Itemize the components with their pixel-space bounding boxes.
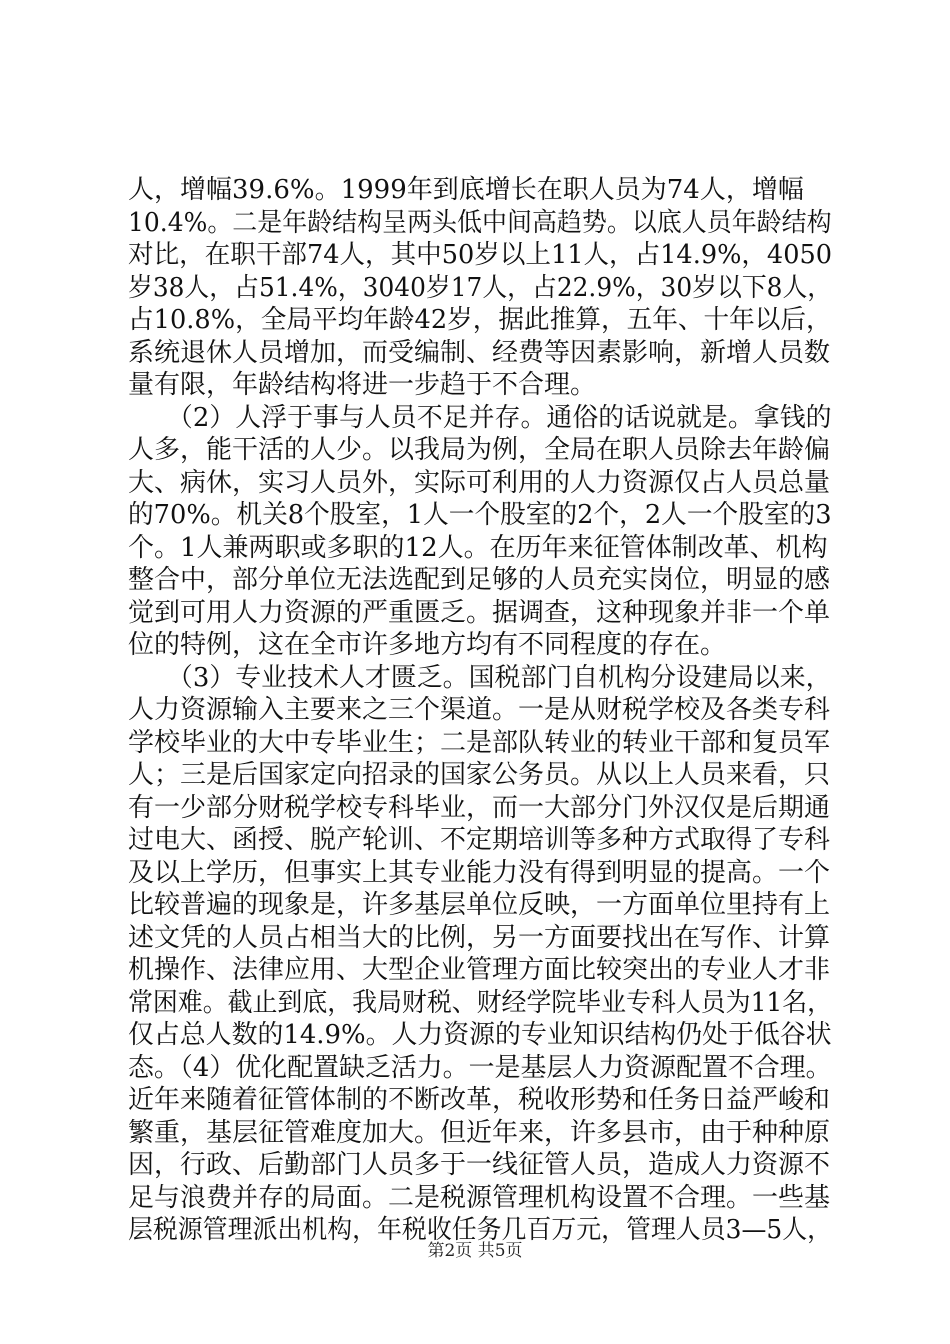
text-line: 系统退休人员增加，而受编制、经费等因素影响，新增人员数: [128, 337, 831, 368]
text-line: 位的特例，这在全市许多地方均有不同程度的存在。: [128, 630, 727, 660]
page-footer: 第2页 共5页: [427, 1241, 523, 1261]
text-line: 人；三是后国家定向招录的国家公务员。从以上人员来看，只: [128, 760, 831, 790]
text-line: 比较普遍的现象是，许多基层单位反映，一方面单位里持有上: [128, 890, 831, 920]
text-line: 个。1人兼两职或多职的12人。在历年来征管体制改革、机构: [128, 532, 828, 563]
text-line: 人力资源输入主要来之三个渠道。一是从财税学校及各类专科: [128, 695, 831, 725]
text-line: 觉到可用人力资源的严重匮乏。据调查，这种现象并非一个单: [128, 597, 831, 628]
text-line: 占10.8%，全局平均年龄42岁，据此推算，五年、十年以后，: [128, 305, 832, 335]
text-line: 仅占总人数的14.9%。人力资源的专业知识结构仍处于低谷状: [128, 1020, 832, 1050]
document-body: [128, 174, 832, 1247]
text-line: （3）专业技术人才匮乏。国税部门自机构分设建局以来，: [128, 662, 832, 693]
text-line: 对比，在职干部74人，其中50岁以上11人，占14.9%，4050: [128, 240, 833, 270]
text-line: 的70%。机关8个股室，1人一个股室的2个，2人一个股室的3: [128, 500, 832, 530]
text-line: 足与浪费并存的局面。二是税源管理机构设置不合理。一些基: [128, 1182, 831, 1213]
text-line: 及以上学历，但事实上其专业能力没有得到明显的提高。一个: [128, 857, 831, 888]
text-line: 量有限，年龄结构将进一步趋于不合理。: [128, 370, 597, 400]
text-line: 常困难。截止到底，我局财税、财经学院毕业专科人员为11名，: [128, 987, 833, 1018]
text-line: 人多，能干活的人少。以我局为例，全局在职人员除去年龄偏: [128, 435, 831, 465]
text-line: 大、病休，实习人员外，实际可利用的人力资源仅占人员总量: [128, 467, 831, 498]
text-line: 繁重，基层征管难度加大。但近年来，许多县市，由于种种原: [128, 1117, 831, 1148]
text-line: 有一少部分财税学校专科毕业，而一大部分门外汉仅是后期通: [128, 792, 831, 823]
text-line: 近年来随着征管体制的不断改革，税收形势和任务日益严峻和: [128, 1085, 831, 1115]
text-line: 层税源管理派出机构，年税收任务几百万元，管理人员3—5人，: [128, 1215, 833, 1245]
text-line: 过电大、函授、脱产轮训、不定期培训等多种方式取得了专科: [128, 825, 831, 855]
text-line: 因，行政、后勤部门人员多于一线征管人员，造成人力资源不: [128, 1150, 831, 1180]
text-line: 态。（4）优化配置缺乏活力。一是基层人力资源配置不合理。: [128, 1052, 832, 1083]
text-line: 机操作、法律应用、大型企业管理方面比较突出的专业人才非: [128, 955, 831, 985]
text-line: 整合中，部分单位无法选配到足够的人员充实岗位，明显的感: [128, 565, 831, 595]
text-line: 10.4%。二是年龄结构呈两头低中间高趋势。以底人员年龄结构: [128, 207, 832, 238]
text-line: 学校毕业的大中专毕业生；二是部队转业的转业干部和复员军: [128, 727, 831, 758]
text-line: 人，增幅39.6%。1999年到底增长在职人员为74人，增幅: [128, 175, 804, 205]
text-line: 岁38人，占51.4%，3040岁17人，占22.9%，30岁以下8人，: [128, 272, 833, 303]
text-line: （2）人浮于事与人员不足并存。通俗的话说就是。拿钱的: [128, 402, 832, 433]
text-line: 述文凭的人员占相当大的比例，另一方面要找出在写作、计算: [128, 922, 831, 953]
